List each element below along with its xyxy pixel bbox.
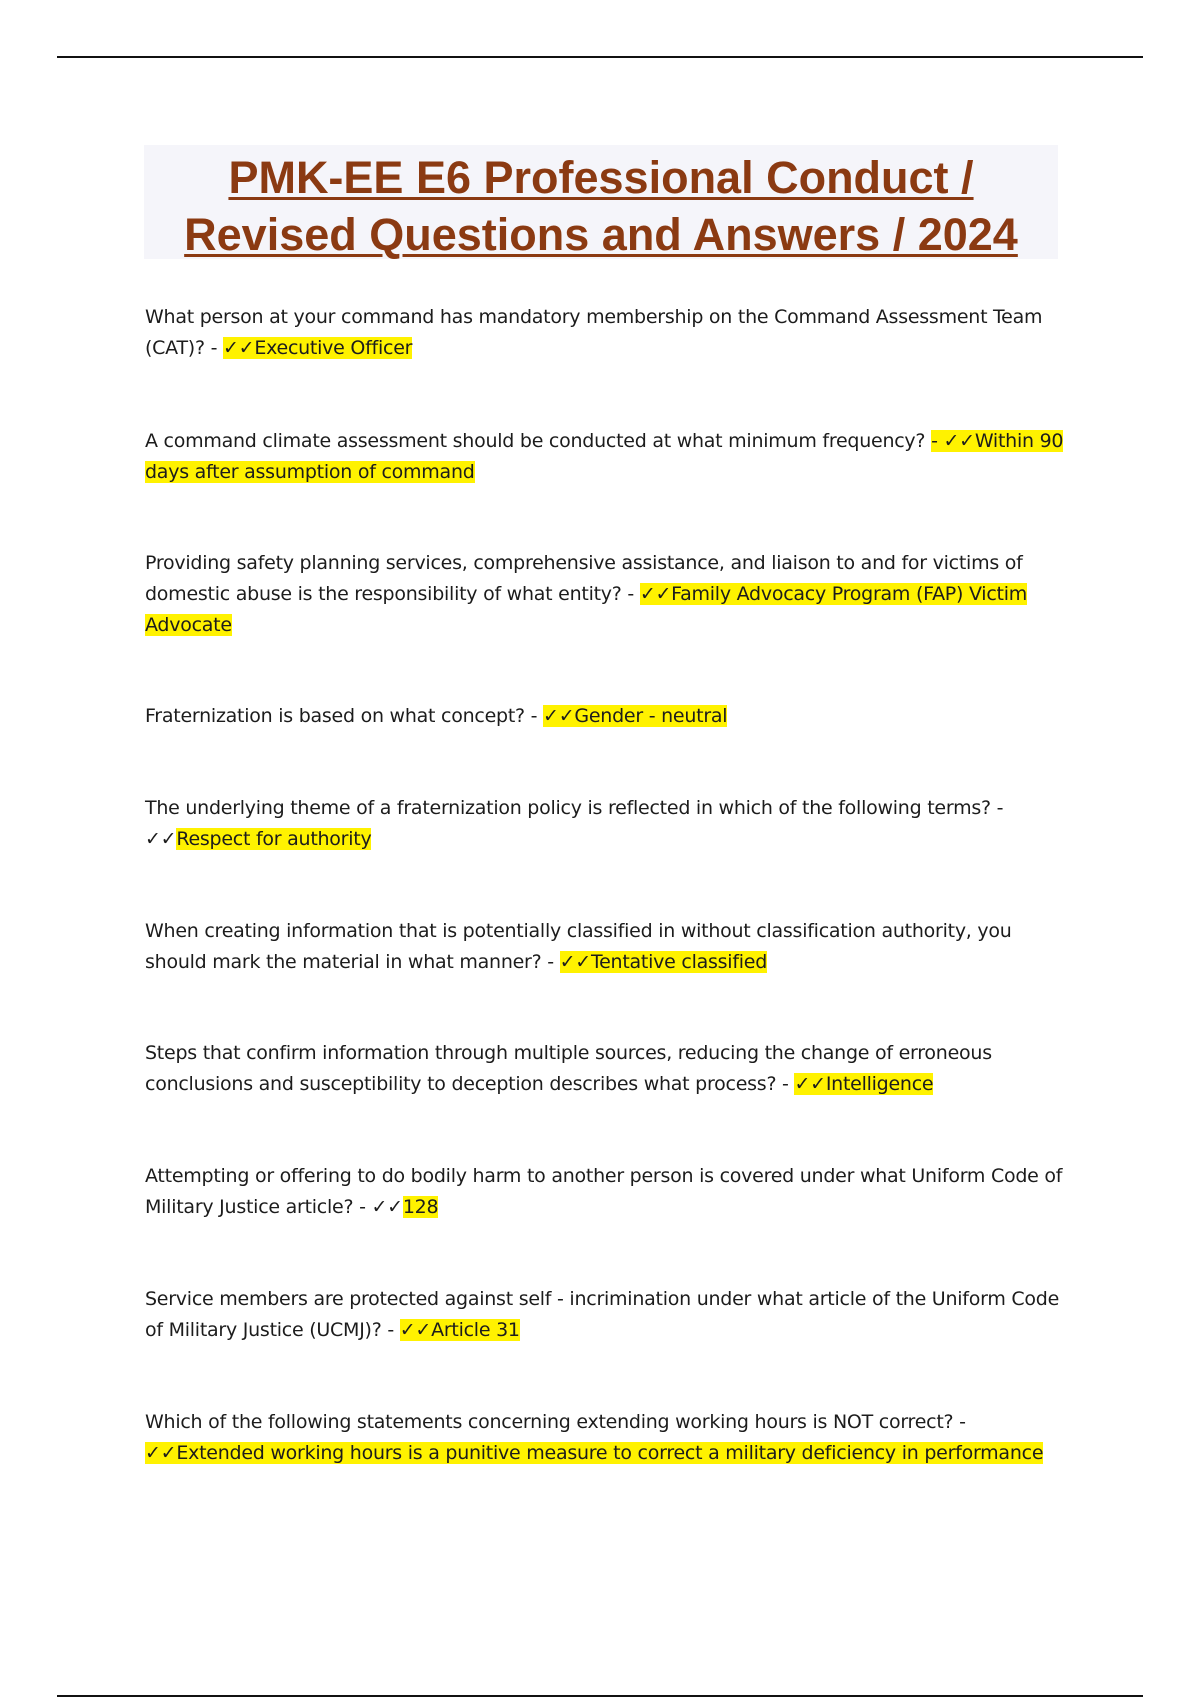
- check-icon: ✓✓: [399, 1319, 432, 1341]
- qa-item-10: [145, 1407, 1065, 1469]
- document-title: [144, 145, 1058, 259]
- question-text: Service members are protected against self - incrimination under what article of the Uniform Code of Military Justice (UCMJ)? -: [145, 1288, 1060, 1341]
- answer-text: Within 90 days after assumption of command: [145, 430, 1064, 483]
- answer-text: Executive Officer: [254, 337, 413, 359]
- answer-text: Tentative classified: [590, 951, 768, 973]
- answer-text: Article 31: [431, 1319, 520, 1341]
- answer-text: Extended working hours is a punitive measure to correct a military deficiency in performance: [176, 1442, 1044, 1464]
- question-text: When creating information that is potentially classified in without classification authority, you should mark the material in what manner? -: [145, 920, 1012, 973]
- answer-text: Intelligence: [825, 1073, 934, 1095]
- question-text: Steps that confirm information through multiple sources, reducing the change of erroneous conclusions and susceptibility to deception describes what process? -: [145, 1042, 992, 1095]
- check-icon: ✓✓: [943, 430, 975, 452]
- answer-highlight: [223, 337, 412, 359]
- qa-item-8: [145, 1161, 1065, 1223]
- qa-item-6: [145, 916, 1065, 978]
- answer-highlight: [794, 1073, 933, 1095]
- check-icon: ✓✓: [639, 583, 672, 605]
- check-icon: ✓✓: [794, 1073, 826, 1095]
- check-icon: ✓✓: [543, 705, 575, 727]
- qa-item-9: [145, 1284, 1065, 1346]
- qa-item-4: [145, 701, 1065, 732]
- check-icon: ✓✓: [145, 1442, 177, 1464]
- title-line-1: PMK-EE E6 Professional Conduct /: [228, 152, 974, 203]
- answer-highlight: [403, 1196, 439, 1218]
- answer-text: Respect for authority: [176, 828, 372, 850]
- question-text: The underlying theme of a fraternization policy is reflected in which of the following terms? -: [145, 797, 1004, 819]
- bottom-rule: [57, 1695, 1143, 1697]
- question-text: A command climate assessment should be conducted at what minimum frequency?: [145, 430, 932, 452]
- top-rule: [57, 56, 1143, 58]
- answer-text: 128: [402, 1196, 439, 1218]
- qa-item-3: [145, 548, 1065, 641]
- qa-item-2: [145, 426, 1065, 488]
- check-icon: ✓✓: [371, 1196, 403, 1218]
- question-text: Fraternization is based on what concept? -: [145, 705, 544, 727]
- qa-item-5: [145, 793, 1065, 855]
- check-icon: ✓✓: [145, 828, 177, 850]
- answer-hyphen: -: [931, 430, 944, 452]
- answer-text: Gender - neutral: [574, 705, 728, 727]
- question-text: Which of the following statements concerning extending working hours is NOT correct? -: [145, 1411, 966, 1433]
- question-text: What person at your command has mandatory membership on the Command Assessment Team (CAT)? -: [145, 306, 1043, 359]
- answer-highlight: [145, 1442, 1043, 1464]
- answer-highlight: [176, 828, 371, 850]
- answer-highlight: [543, 705, 727, 727]
- answer-text: Family Advocacy Program (FAP) Victim Advocate: [145, 583, 1028, 636]
- check-icon: ✓✓: [223, 337, 255, 359]
- qa-item-7: [145, 1038, 1065, 1100]
- answer-highlight: [400, 1319, 520, 1341]
- answer-highlight: [560, 951, 767, 973]
- question-text: Providing safety planning services, comprehensive assistance, and liaison to and for victims of domestic abuse is the responsibility of what entity? -: [145, 552, 1023, 605]
- check-icon: ✓✓: [559, 951, 591, 973]
- question-text: Attempting or offering to do bodily harm to another person is covered under what Uniform Code of Military Justice article? -: [145, 1165, 1063, 1218]
- qa-item-1: [145, 302, 1065, 364]
- title-line-2: Revised Questions and Answers / 2024: [184, 209, 1018, 260]
